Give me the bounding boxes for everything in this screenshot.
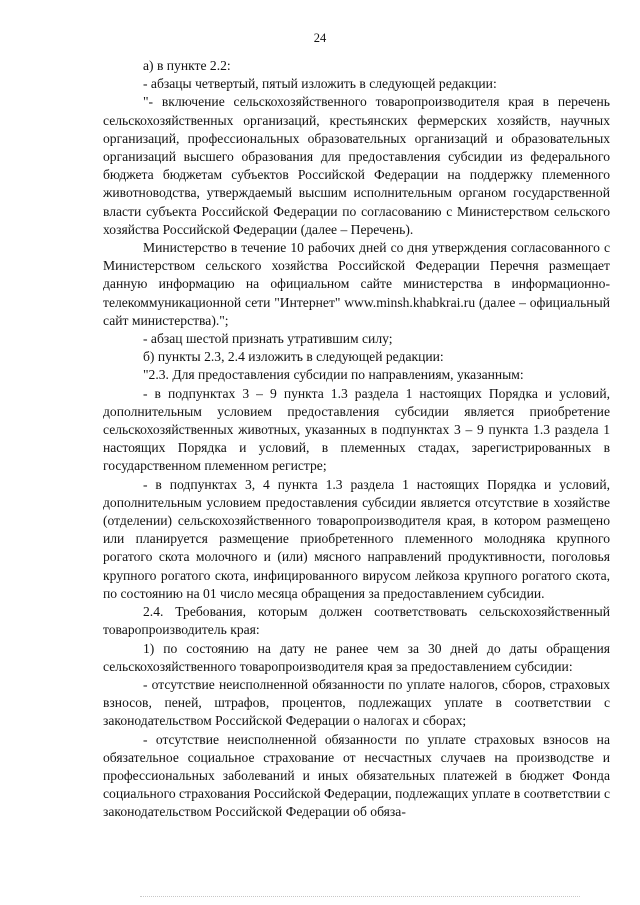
- paragraph: - отсутствие неисполненной обязанности по уплате страховых взносов на обязательное социальное страхование от несчастных случаев на производстве и профессиональных заболеваний и иных обязательных платежей в бюджет Фонда социального страхования Российской Федерации, подлежащих уплате в соответствии с законодательством Российской Федерации об обяза-: [103, 731, 610, 820]
- page-number: 24: [313, 31, 327, 45]
- paragraph: - абзацы четвертый, пятый изложить в следующей редакции:: [143, 76, 497, 92]
- scan-artifact-line: [140, 896, 580, 898]
- paragraph: Министерство в течение 10 рабочих дней со дня утверждения согласованного с Министерством сельского хозяйства Российской Федерации Перечня размещает данную информацию на официальном сайте министерства в информационно-телекоммуникационной сети "Интернет" www.minsh.khabkrai.ru (далее – официальный сайт министерства).";: [103, 240, 610, 328]
- paragraph: - в подпунктах 3, 4 пункта 1.3 раздела 1 настоящих Порядка и условий, дополнительным условием предоставления субсидии является отсутствие в хозяйстве (отделении) сельскохозяйственного товаропроизводителя края, в котором размещено или планируется размещение приобретенного племенного молодняка крупного рогатого скота молочного и (или) мясного направлений продуктивности, поголовья крупного рогатого скота, инфицированного вирусом лейкоза крупного рогатого скота, по состоянию на 01 число месяца обращения за предоставлением субсидии.: [103, 476, 610, 601]
- paragraph: а) в пункте 2.2:: [143, 58, 231, 73]
- paragraph: "- включение сельскохозяйственного товаропроизводителя края в перечень сельскохозяйственных организаций, крестьянских фермерских хозяйств, научных организаций, профессиональных образовательных организаций и образовательных организаций высшего образования для предоставления субсидии из федерального бюджета бюджетам субъектов Российской Федерации на поддержку племенного животноводства, утверждаемый высшим исполнительным органом государственной власти субъекта Российской Федерации по согласованию с Министерством сельского хозяйства Российской Федерации (далее – Перечень).: [103, 94, 610, 237]
- paragraph: б) пункты 2.3, 2.4 изложить в следующей редакции:: [143, 349, 444, 365]
- paragraph: 1) по состоянию на дату не ранее чем за 30 дней до даты обращения сельскохозяйственного товаропроизводителя края за предоставлением субсидии:: [103, 640, 610, 674]
- paragraph: - отсутствие неисполненной обязанности по уплате налогов, сборов, страховых взносов, пеней, штрафов, процентов, подлежащих уплате в соответствии с законодательством Российской Федерации о налогах и сборах;: [103, 676, 610, 729]
- paragraph: - в подпунктах 3 – 9 пункта 1.3 раздела 1 настоящих Порядка и условий, дополнительным условием предоставления субсидии является приобретение сельскохозяйственных животных, указанных в подпунктах 3 – 9 пункта 1.3 раздела 1 настоящих Порядка и условий, в племенных стадах, зарегистрированных в государственном племенном регистре;: [103, 385, 610, 474]
- document-body: [103, 57, 610, 822]
- paragraph: 2.4. Требования, которым должен соответствовать сельскохозяйственный товаропроизводитель края:: [103, 604, 610, 638]
- paragraph: "2.3. Для предоставления субсидии по направлениям, указанным:: [143, 367, 524, 383]
- paragraph: - абзац шестой признать утратившим силу;: [143, 331, 393, 347]
